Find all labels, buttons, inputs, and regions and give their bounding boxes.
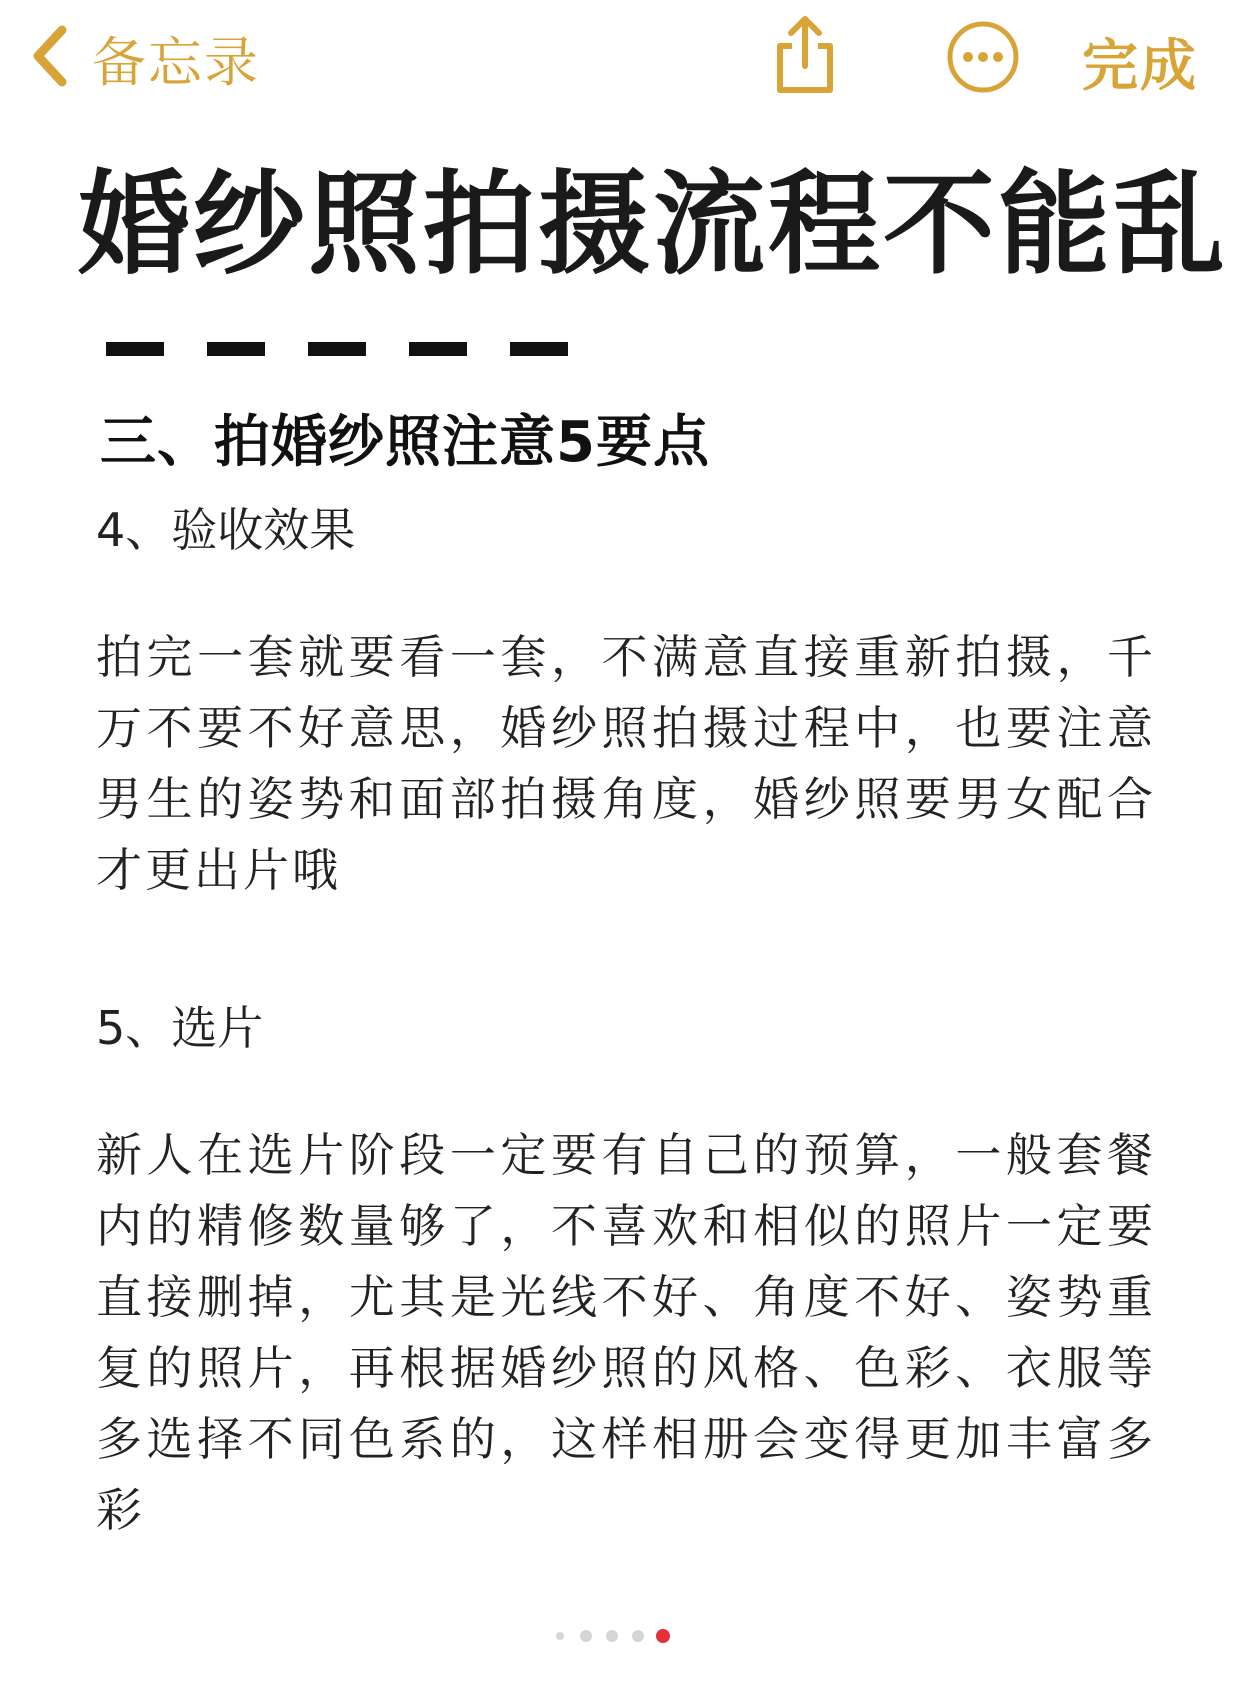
dash bbox=[409, 342, 467, 356]
note-title: 婚纱照拍摄流程不能乱 bbox=[78, 160, 1228, 290]
section-heading: 三、拍婚纱照注意5要点 bbox=[100, 410, 710, 475]
chevron-left-icon bbox=[28, 24, 72, 92]
done-button[interactable]: 完成 bbox=[1082, 34, 1198, 99]
item-label: 5、选片 bbox=[96, 1001, 264, 1055]
page-dot-active bbox=[656, 1629, 670, 1643]
dash bbox=[106, 342, 164, 356]
back-label: 备忘录 bbox=[92, 30, 260, 94]
page-dot bbox=[556, 1632, 564, 1640]
navigation-bar bbox=[0, 0, 1242, 120]
share-icon bbox=[770, 81, 840, 100]
page-dot bbox=[580, 1630, 592, 1642]
item-label: 4、验收效果 bbox=[96, 503, 356, 557]
more-icon bbox=[946, 79, 1020, 98]
more-button[interactable] bbox=[946, 20, 1020, 94]
page-dot bbox=[606, 1630, 618, 1642]
dash bbox=[207, 342, 265, 356]
back-button[interactable] bbox=[28, 18, 260, 98]
item-paragraph: 拍完一套就要看一套，不满意直接重新拍摄，千万不要不好意思，婚纱照拍摄过程中，也要注意男生的姿势和面部拍摄角度，婚纱照要男女配合才更出片哦 bbox=[96, 630, 1156, 897]
item-paragraph: 新人在选片阶段一定要有自己的预算，一般套餐内的精修数量够了，不喜欢和相似的照片一定要直接删掉，尤其是光线不好、角度不好、姿势重复的照片，再根据婚纱照的风格、色彩、衣服等多选择不同色系的，这样相册会变得更加丰富多彩 bbox=[96, 1128, 1156, 1537]
dash bbox=[308, 342, 366, 356]
share-button[interactable] bbox=[770, 14, 840, 96]
dash bbox=[510, 342, 568, 356]
page-dot bbox=[632, 1630, 644, 1642]
